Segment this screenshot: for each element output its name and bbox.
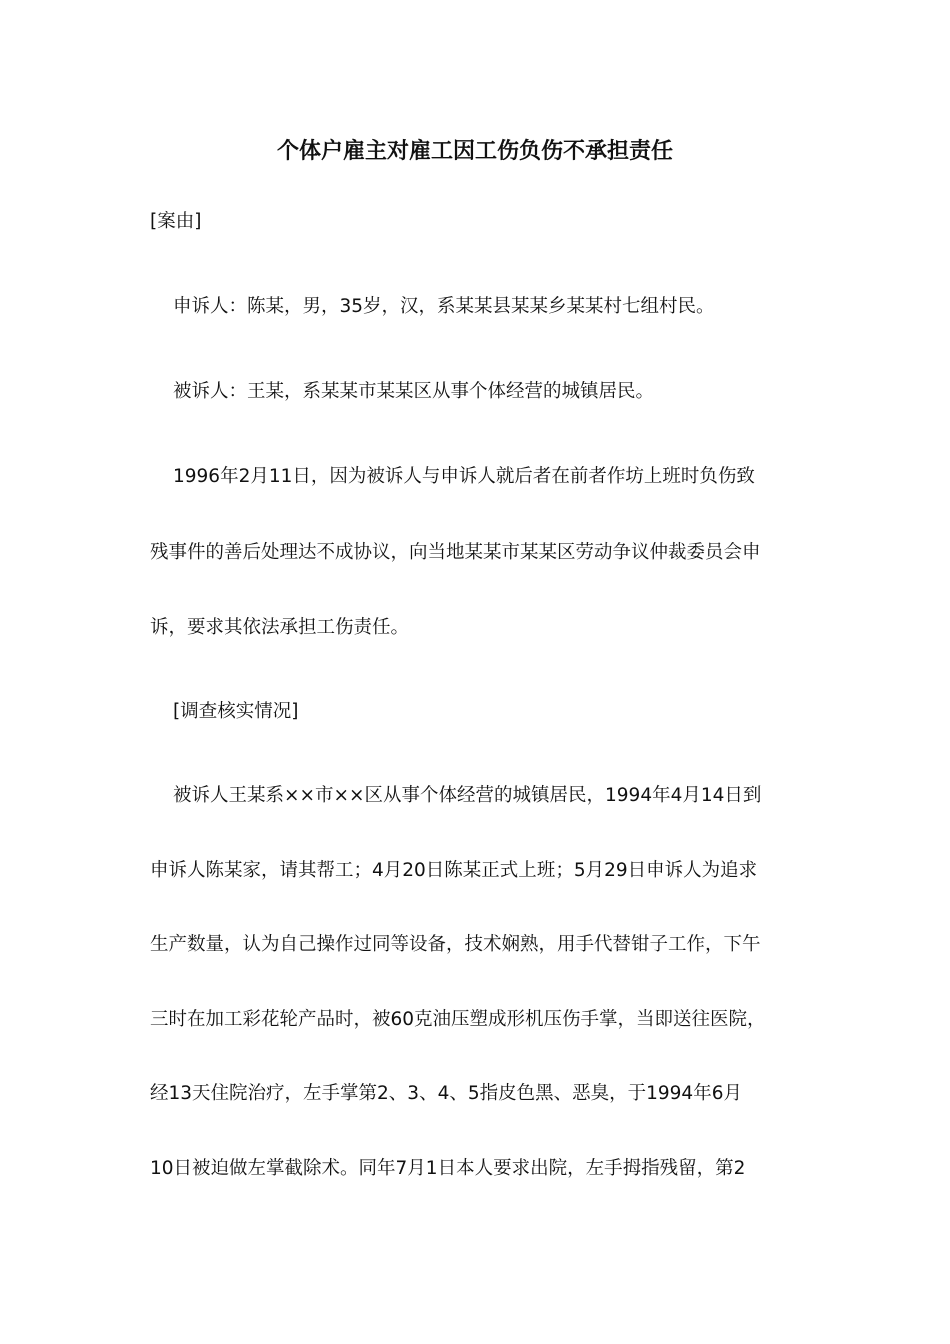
paragraph-line: 申诉人陈某家，请其帮工；4月20日陈某正式上班；5月29日申诉人为追求 xyxy=(150,860,758,881)
paragraph-line: 三时在加工彩花轮产品时，被60克油压塑成形机压伤手掌，当即送往医院， xyxy=(150,1009,766,1030)
paragraph-line: 诉，要求其依法承担工伤责任。 xyxy=(150,617,410,638)
respondent-paragraph: 被诉人：王某，系某某市某某区从事个体经营的城镇居民。 xyxy=(173,381,655,402)
complainant-paragraph: 申诉人：陈某，男，35岁，汉，系某某县某某乡某某村七组村民。 xyxy=(173,296,715,317)
paragraph-line: 1996年2月11日，因为被诉人与申诉人就后者在前者作坊上班时负伤致 xyxy=(173,466,755,487)
paragraph-line: 被诉人王某系××市××区从事个体经营的城镇居民，1994年4月14日到 xyxy=(173,785,762,806)
section-heading-case: [案由] xyxy=(150,211,202,232)
paragraph-line: 经13天住院治疗，左手掌第2、3、4、5指皮色黑、恶臭，于1994年6月 xyxy=(150,1083,742,1104)
paragraph-line: 生产数量，认为自己操作过同等设备，技术娴熟，用手代替钳子工作，下午 xyxy=(150,934,761,955)
paragraph-line: 10日被迫做左掌截除术。同年7月1日本人要求出院，左手拇指残留，第2 xyxy=(150,1158,746,1179)
document-title: 个体户雇主对雇工因工伤负伤不承担责任 xyxy=(276,139,673,164)
section-heading-investigation: [调查核实情况] xyxy=(173,701,299,722)
paragraph-line: 残事件的善后处理达不成协议，向当地某某市某某区劳动争议仲裁委员会申 xyxy=(150,542,761,563)
